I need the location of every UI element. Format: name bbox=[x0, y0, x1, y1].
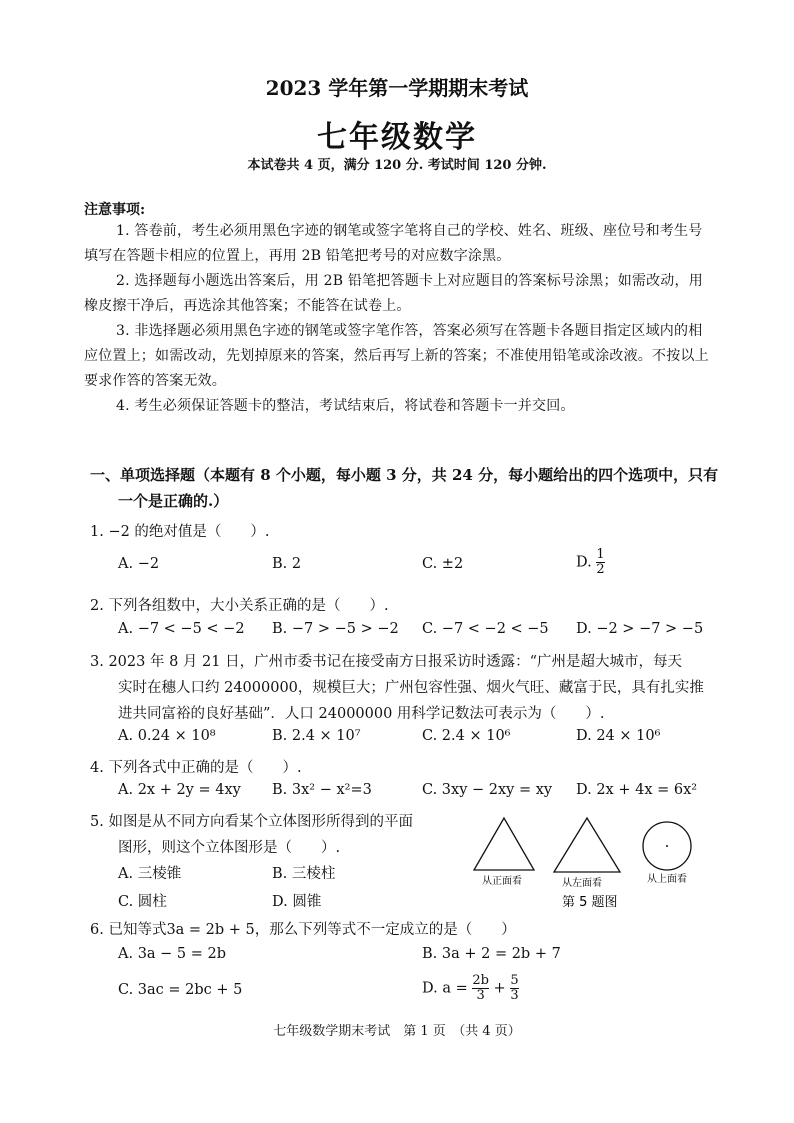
q4-stem: 4. 下列各式中正确的是（ ）. bbox=[90, 760, 302, 776]
q2-option-a: A. −7 < −5 < −2 bbox=[118, 621, 245, 637]
notice-item-1: 1. 答卷前，考生必须用黑色字迹的钢笔或签字笔将自己的学校、姓名、班级、座位号和考生号填写在答题卡相应的位置上，再用 2B 铅笔把考号的对应数字涂黑。 bbox=[84, 223, 703, 264]
q6-d-denominator-1: 3 bbox=[476, 988, 485, 1003]
q2-option-c: C. −7 < −2 < −5 bbox=[422, 621, 549, 637]
q1-option-d bbox=[576, 548, 605, 577]
left-view-triangle bbox=[554, 818, 620, 872]
q4-option-a: A. 2x + 2y = 4xy bbox=[118, 782, 241, 798]
q3-option-d: D. 24 × 10⁶ bbox=[576, 728, 661, 744]
q3-option-a: A. 0.24 × 10⁸ bbox=[118, 728, 216, 744]
front-view-triangle bbox=[474, 818, 534, 870]
q1-option-b: B. 2 bbox=[272, 556, 302, 572]
q4-option-b: B. 3x² − x²=3 bbox=[272, 782, 372, 798]
q6-stem: 6. 已知等式3a = 2b + 5，那么下列等式不一定成立的是（ ） bbox=[90, 922, 516, 938]
q5-option-d: D. 圆锥 bbox=[272, 894, 322, 910]
q4-option-d: D. 2x + 4x = 6x² bbox=[576, 782, 698, 798]
q6-option-a: A. 3a − 5 = 2b bbox=[118, 946, 227, 962]
q1-option-c: C. ±2 bbox=[422, 556, 464, 572]
view-label-top: 从上面看 bbox=[647, 874, 687, 885]
q6-option-b: B. 3a + 2 = 2b + 7 bbox=[422, 946, 561, 962]
q3-option-c: C. 2.4 × 10⁶ bbox=[422, 728, 511, 744]
q3-line2: 实时在穗人口约 24000000，规模巨大；广州包容性强、烟火气旺、藏富于民，具有扎实推 bbox=[118, 680, 704, 696]
section-heading-line1: 一、单项选择题（本题有 8 个小题，每小题 3 分，共 24 分，每小题给出的四个选项中，只有 bbox=[90, 466, 719, 484]
q6-d-numerator-1: 2b bbox=[472, 973, 489, 988]
q2-option-b: B. −7 > −5 > −2 bbox=[272, 621, 399, 637]
notice-item-4: 4. 考生必须保证答题卡的整洁，考试结束后，将试卷和答题卡一并交回。 bbox=[116, 398, 575, 414]
q1-d-numerator: 1 bbox=[596, 547, 605, 562]
q6-option-d-lhs: a = bbox=[442, 980, 468, 997]
notice-item-2: 2. 选择题每小题选出答案后，用 2B 铅笔把答题卡上对应题目的答案标号涂黑；如需改动，用橡皮擦干净后，再选涂其他答案；不能答在试卷上。 bbox=[84, 273, 703, 314]
q5-option-c: C. 圆柱 bbox=[118, 894, 167, 910]
exam-subject: 七年级数学 bbox=[317, 120, 477, 155]
q3-option-b: B. 2.4 × 10⁷ bbox=[272, 728, 361, 744]
q3-line1: 3. 2023 年 8 月 21 日，广州市委书记在接受南方日报采访时透露：“广州是超大城市，每天 bbox=[90, 654, 682, 670]
notice-heading: 注意事项: bbox=[84, 202, 146, 218]
q5-figure bbox=[462, 810, 712, 915]
q3-line3: 进共同富裕的良好基础”．人口 24000000 用科学记数法可表示为（ ）. bbox=[118, 706, 605, 722]
q6-d-fraction-2 bbox=[510, 974, 518, 1003]
exam-title: 2023 学年第一学期期末考试 bbox=[265, 76, 529, 100]
q6-d-denominator-2: 3 bbox=[510, 988, 519, 1003]
figure-caption: 第 5 题图 bbox=[562, 895, 618, 910]
q2-stem: 2. 下列各组数中，大小关系正确的是（ ）. bbox=[90, 598, 389, 614]
q5-line2: 图形，则这个立体图形是（ ）. bbox=[118, 840, 341, 856]
q6-d-numerator-2: 5 bbox=[510, 973, 519, 988]
q1-option-a: A. −2 bbox=[118, 556, 160, 572]
page-footer: 七年级数学期末考试 第 1 页 （共 4 页） bbox=[273, 1024, 521, 1039]
q5-option-a: A. 三棱锥 bbox=[118, 866, 182, 882]
q6-option-d bbox=[422, 974, 519, 1003]
q5-line1: 5. 如图是从不同方向看某个立体图形所得到的平面 bbox=[90, 814, 413, 830]
q4-option-c: C. 3xy − 2xy = xy bbox=[422, 782, 553, 798]
notice-item-3: 3. 非选择题必须用黑色字迹的钢笔或签字笔作答，答案必须写在答题卡各题目指定区域内的相应位置上；如需改动，先划掉原来的答案，然后再写上新的答案；不准使用铅笔或涂改液。不按以上要求作答的答案无效。 bbox=[84, 323, 709, 389]
q1-option-d-label: D. bbox=[576, 554, 592, 571]
q2-option-d: D. −2 > −7 > −5 bbox=[576, 621, 704, 637]
top-view-center-dot bbox=[666, 845, 668, 847]
q1-stem: 1. −2 的绝对值是（ ）. bbox=[90, 524, 270, 540]
q5-option-b: B. 三棱柱 bbox=[272, 866, 336, 882]
q6-option-c: C. 3ac = 2bc + 5 bbox=[118, 982, 243, 998]
q6-option-d-label: D. bbox=[422, 980, 438, 997]
view-label-left: 从左面看 bbox=[562, 878, 602, 889]
q6-option-d-plus: + bbox=[493, 980, 506, 997]
section-heading-line2: 一个是正确的.） bbox=[118, 492, 229, 510]
q6-d-fraction-1 bbox=[472, 974, 489, 1003]
view-label-front: 从正面看 bbox=[482, 876, 522, 887]
q1-d-denominator: 2 bbox=[596, 562, 605, 577]
q1-option-d-fraction bbox=[596, 548, 604, 577]
exam-info: 本试卷共 4 页，满分 120 分. 考试时间 120 分钟. bbox=[247, 158, 547, 173]
